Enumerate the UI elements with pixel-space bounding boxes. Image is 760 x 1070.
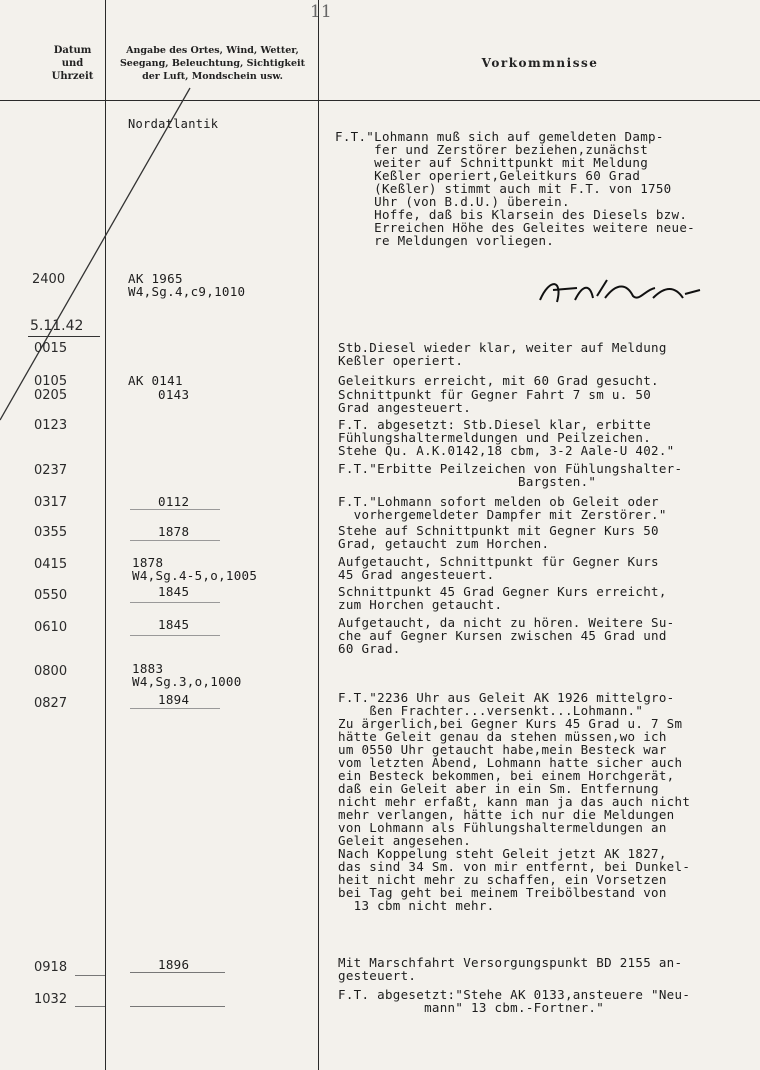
header-place-line: Seegang, Beleuchtung, Sichtigkeit xyxy=(119,58,306,69)
entry-text: Schnittpunkt 45 Grad Gegner Kurs erreicht, zum Horchen getaucht. xyxy=(338,584,667,612)
entry-text: F.T."Erbitte Peilzeichen von Fühlungshalter- Bargsten." xyxy=(338,461,683,489)
entry-text: Mit Marschfahrt Versorgungspunkt BD 2155 an- gesteuert. xyxy=(338,955,683,983)
place-underline xyxy=(130,635,220,636)
entry-text: Aufgetaucht, Schnittpunkt für Gegner Kurs 45 Grad angesteuert. xyxy=(338,554,659,582)
time-underline xyxy=(75,1006,105,1007)
page-number-mark: 11 xyxy=(310,2,332,22)
location-label: Nordatlantik xyxy=(128,117,219,131)
entry-time: 0610 xyxy=(34,620,68,635)
place-underline xyxy=(130,972,225,973)
entry-time: 0317 xyxy=(34,495,68,510)
entry-text: F.T. abgesetzt:"Stehe AK 0133,ansteuere "Neu- mann" 13 cbm.-Fortner." xyxy=(338,987,691,1015)
place-underline xyxy=(130,509,220,510)
entry-place: 1878 xyxy=(158,524,190,539)
entry-place: 1845 xyxy=(158,584,190,599)
entry-time: 1032 xyxy=(34,992,68,1007)
header-date-line: Uhrzeit xyxy=(51,71,94,82)
time-underline xyxy=(75,975,105,976)
date-underline xyxy=(28,336,100,337)
entry-text: Aufgetaucht, da nicht zu hören. Weitere Su- che auf Gegner Kursen zwischen 45 Grad und 60 Grad. xyxy=(338,615,675,656)
entry-time: 0205 xyxy=(34,388,68,403)
entry-place: AK 0141 xyxy=(128,373,183,388)
place-underline xyxy=(130,708,220,709)
entry-place: 0143 xyxy=(158,387,190,402)
entry-place: 0112 xyxy=(158,494,190,509)
entry-time: 0105 xyxy=(34,374,68,389)
entry-time: 0800 xyxy=(34,664,68,679)
diagonal-stroke xyxy=(0,88,190,420)
place-underline xyxy=(130,1006,225,1007)
entry-text: Geleitkurs erreicht, mit 60 Grad gesucht. xyxy=(338,373,659,388)
entry-place: 1845 xyxy=(158,617,190,632)
entry-text: Stb.Diesel wieder klar, weiter auf Meldung Keßler operiert. xyxy=(338,340,667,368)
entry-text: F.T."Lohmann sofort melden ob Geleit oder vorhergemeldeter Dampfer mit Zerstörer." xyxy=(338,494,667,522)
header-date-line: Datum xyxy=(53,45,92,56)
place-underline xyxy=(130,540,220,541)
header-events: Vorkommnisse xyxy=(481,56,599,70)
entry-text: F.T."2236 Uhr aus Geleit AK 1926 mittelgro- ßen Frachter...versenkt...Lohmann." Zu ärgerlich,bei Gegner Kurs 45 Grad u. 7 Sm hätte Geleit genau da stehen müssen,wo ich um 0550 Uhr getaucht habe,mein Besteck war vom letzten Abend, Lohmann hatte sicher auch ein Besteck bekommen, bei einem Horchgerät, daß ein Geleit aber in ein Sm. Entfernung nicht mehr erfaßt, kann man ja das auch nicht mehr verlangen, hätte ich nur die Meldungen von Lohmann als Fühlungshaltermeldungen an Geleit angesehen. Nach Koppelung steht Geleit jetzt AK 1827, das sind 34 Sm. von mir entfernt, bei Dunkel- heit nicht mehr zu schaffen, ein Vorsetzen bei Tag geht bei meinem Treibölbestand von 13 cbm nicht mehr. xyxy=(338,690,691,913)
entry-time: 0415 xyxy=(34,557,68,572)
entry-time: 0550 xyxy=(34,588,68,603)
entry-place: 1878 W4,Sg.4-5,o,1005 xyxy=(132,555,258,583)
entry-time: 0123 xyxy=(34,418,68,433)
entry-time: 2400 xyxy=(32,272,66,287)
entry-time: 0015 xyxy=(34,341,68,356)
entry-place: 1894 xyxy=(158,692,190,707)
entry-text: Stehe auf Schnittpunkt mit Gegner Kurs 50 Grad, getaucht zum Horchen. xyxy=(338,523,659,551)
entry-place: AK 1965 W4,Sg.4,c9,1010 xyxy=(128,271,246,299)
entry-text: F.T."Lohmann muß sich auf gemeldeten Damp- fer und Zerstörer beziehen,zunächst weiter auf Schnittpunkt mit Meldung Keßler operiert,Geleitkurs 60 Grad (Keßler) stimmt auch mit F.T. von 1750 Uhr (von B.d.U.) überein. Hoffe, daß bis Klarsein des Diesels bzw. Erreichen Höhe des Geleites weitere neue- re Meldungen vorliegen. xyxy=(335,129,695,248)
header-date-line: und xyxy=(61,58,84,69)
entry-place: 1883 W4,Sg.3,o,1000 xyxy=(132,661,242,689)
entry-text: F.T. abgesetzt: Stb.Diesel klar, erbitte Fühlungshaltermeldungen und Peilzeichen. Stehe Qu. A.K.0142,18 cbm, 3-2 Aale-U 402." xyxy=(338,417,675,458)
signature xyxy=(535,272,705,312)
entry-time: 0355 xyxy=(34,525,68,540)
place-underline xyxy=(130,602,220,603)
entry-time: 0237 xyxy=(34,463,68,478)
entry-time: 0827 xyxy=(34,696,68,711)
entry-place: 1896 xyxy=(158,957,190,972)
header-place-line: Angabe des Ortes, Wind, Wetter, xyxy=(126,45,299,56)
header-place-line: der Luft, Mondschein usw. xyxy=(142,71,283,82)
entry-time: 0918 xyxy=(34,960,68,975)
entry-date: 5.11.42 xyxy=(30,318,84,334)
entry-text: Schnittpunkt für Gegner Fahrt 7 sm u. 50 Grad angesteuert. xyxy=(338,387,652,415)
